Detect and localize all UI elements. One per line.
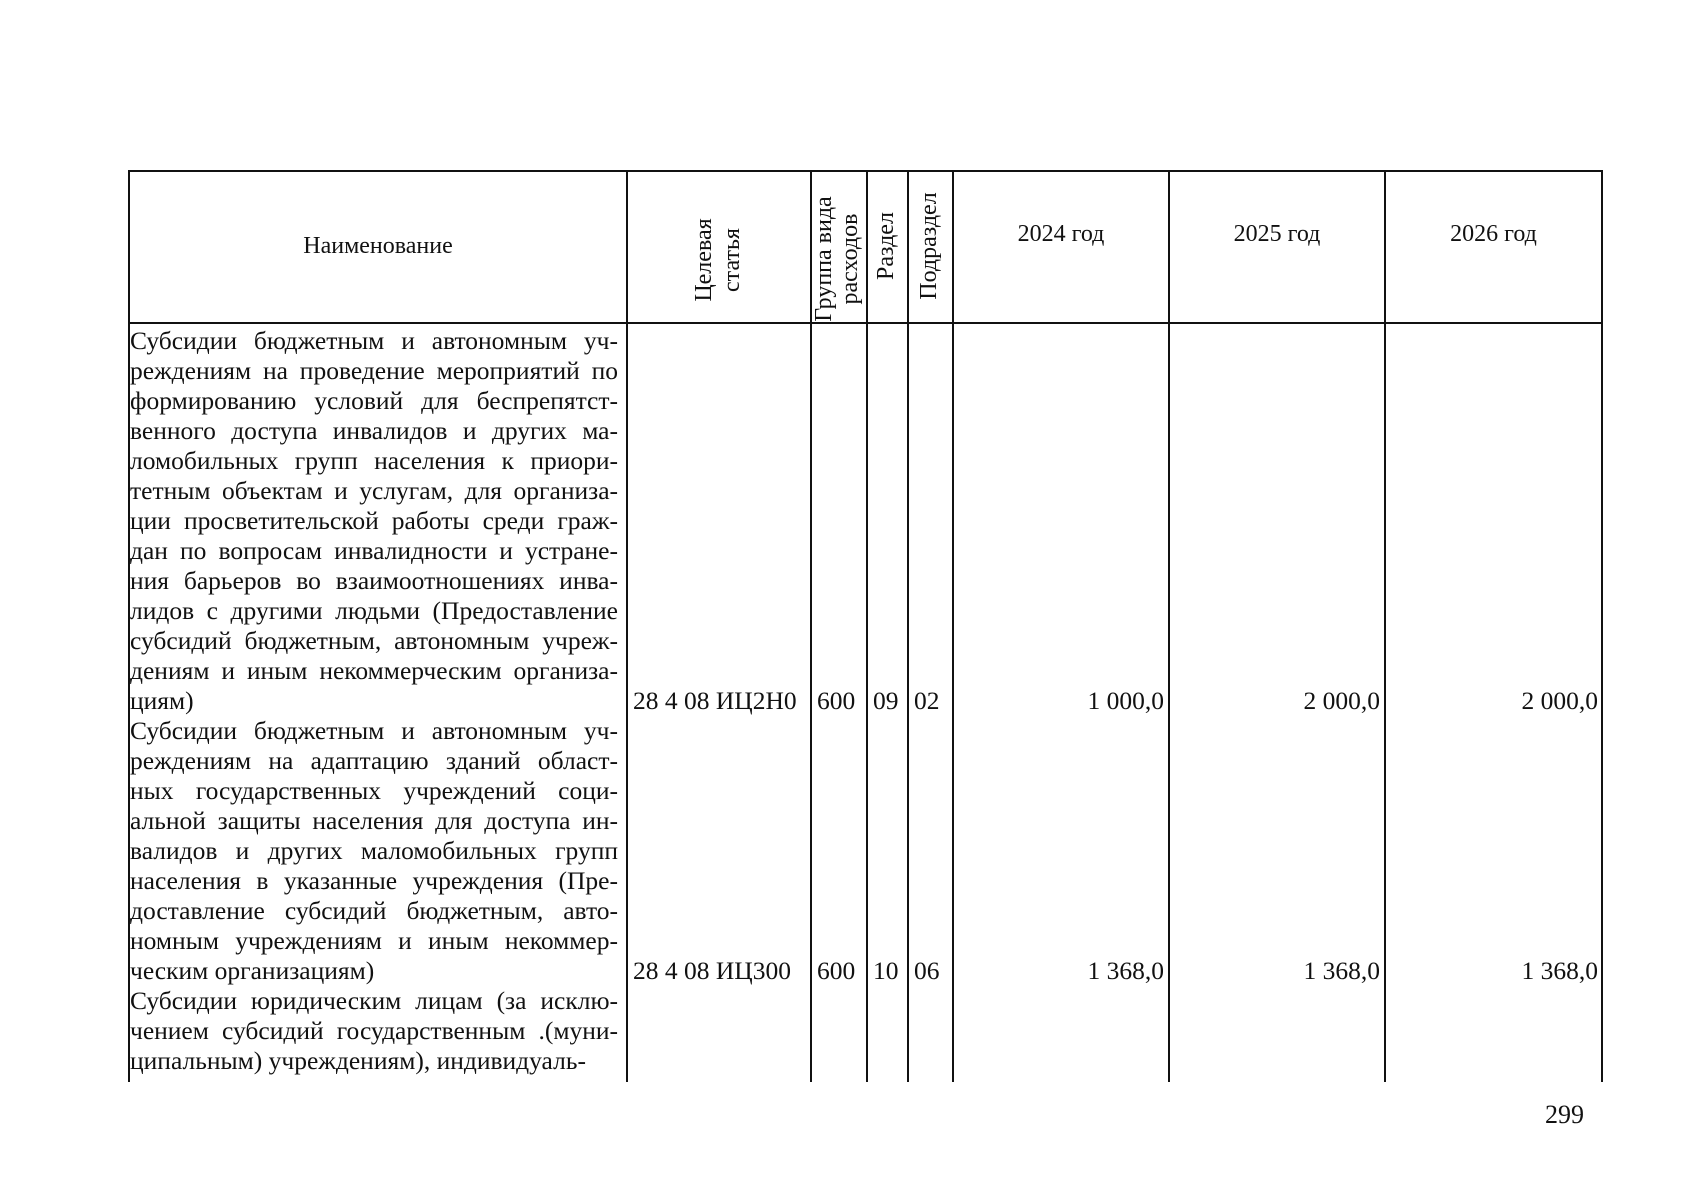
col-border xyxy=(907,170,909,1082)
table-row-1-subsection: 02 xyxy=(914,686,940,715)
table-row-2-2026: 1 368,0 xyxy=(1521,956,1598,985)
col-border xyxy=(866,170,868,1082)
header-name: Наименование xyxy=(303,233,453,259)
table-row-2-section: 10 xyxy=(873,956,899,985)
header-2024: 2024 год xyxy=(1017,221,1105,247)
table-row-1-section: 09 xyxy=(873,686,899,715)
table-row-1-target-article: 28 4 08 ИЦ2Н0 xyxy=(633,686,797,715)
table-top-border xyxy=(128,170,1602,172)
header-expense-group-text: Группа вида расходов xyxy=(811,196,863,322)
col-border xyxy=(1601,170,1603,1082)
page-number: 299 xyxy=(1545,1100,1584,1129)
table-row-2-target-article: 28 4 08 ИЦ300 xyxy=(633,956,791,985)
table-row-2-2025: 1 368,0 xyxy=(1303,956,1380,985)
col-border xyxy=(1168,170,1170,1082)
table-row-2-name: Субсидии бюджетным и автономным уч-реждениям на адаптацию зданий област-ных государственных учреждений соци-альной защиты населения для доступа ин-валидов и других маломобильных групп населения в указанные учреждения (Пре-доставление субсидий бюджетным, авто-номным учреждениям и иным некоммер-ческим организациям) xyxy=(130,716,618,985)
col-border xyxy=(626,170,628,1082)
table-row-2-2024: 1 368,0 xyxy=(1087,956,1164,985)
table-row-1-name: Субсидии бюджетным и автономным уч-реждениям на проведение мероприятий по формированию условий для беспрепятст-венного доступа инвалидов и других ма-ломобильных групп населения к приори-тетным объектам и услугам, для организа-ции просветительской работы среди граж-дан по вопросам инвалидности и устране-ния барьеров во взаимоотношениях инва-лидов с другими людьми (Предоставление субсидий бюджетным, автономным учреж-дениям и иным некоммерческим организа-циям) xyxy=(130,326,618,715)
col-border xyxy=(1384,170,1386,1082)
header-target-article-text: Целевая статья xyxy=(691,218,745,302)
table-row-3-name: Субсидии юридическим лицам (за исклю-чением субсидий государственным .(муни-ципальным) учреждениям), индивидуаль- xyxy=(130,986,618,1075)
table-row-1-expense-group: 600 xyxy=(817,686,856,715)
table-row-1-2025: 2 000,0 xyxy=(1303,686,1380,715)
table-row-1-2024: 1 000,0 xyxy=(1087,686,1164,715)
header-subsection: Подраздел xyxy=(916,192,942,300)
col-border xyxy=(952,170,954,1082)
table-row-1-2026: 2 000,0 xyxy=(1521,686,1598,715)
header-expense-group xyxy=(811,184,865,334)
header-2026: 2026 год xyxy=(1450,221,1537,247)
table-row-2-expense-group: 600 xyxy=(817,956,856,985)
header-target-article xyxy=(690,185,746,335)
header-2025: 2025 год xyxy=(1233,221,1321,247)
header-bottom-border xyxy=(128,322,1602,324)
header-section: Раздел xyxy=(873,212,899,280)
table-row-2-subsection: 06 xyxy=(914,956,940,985)
